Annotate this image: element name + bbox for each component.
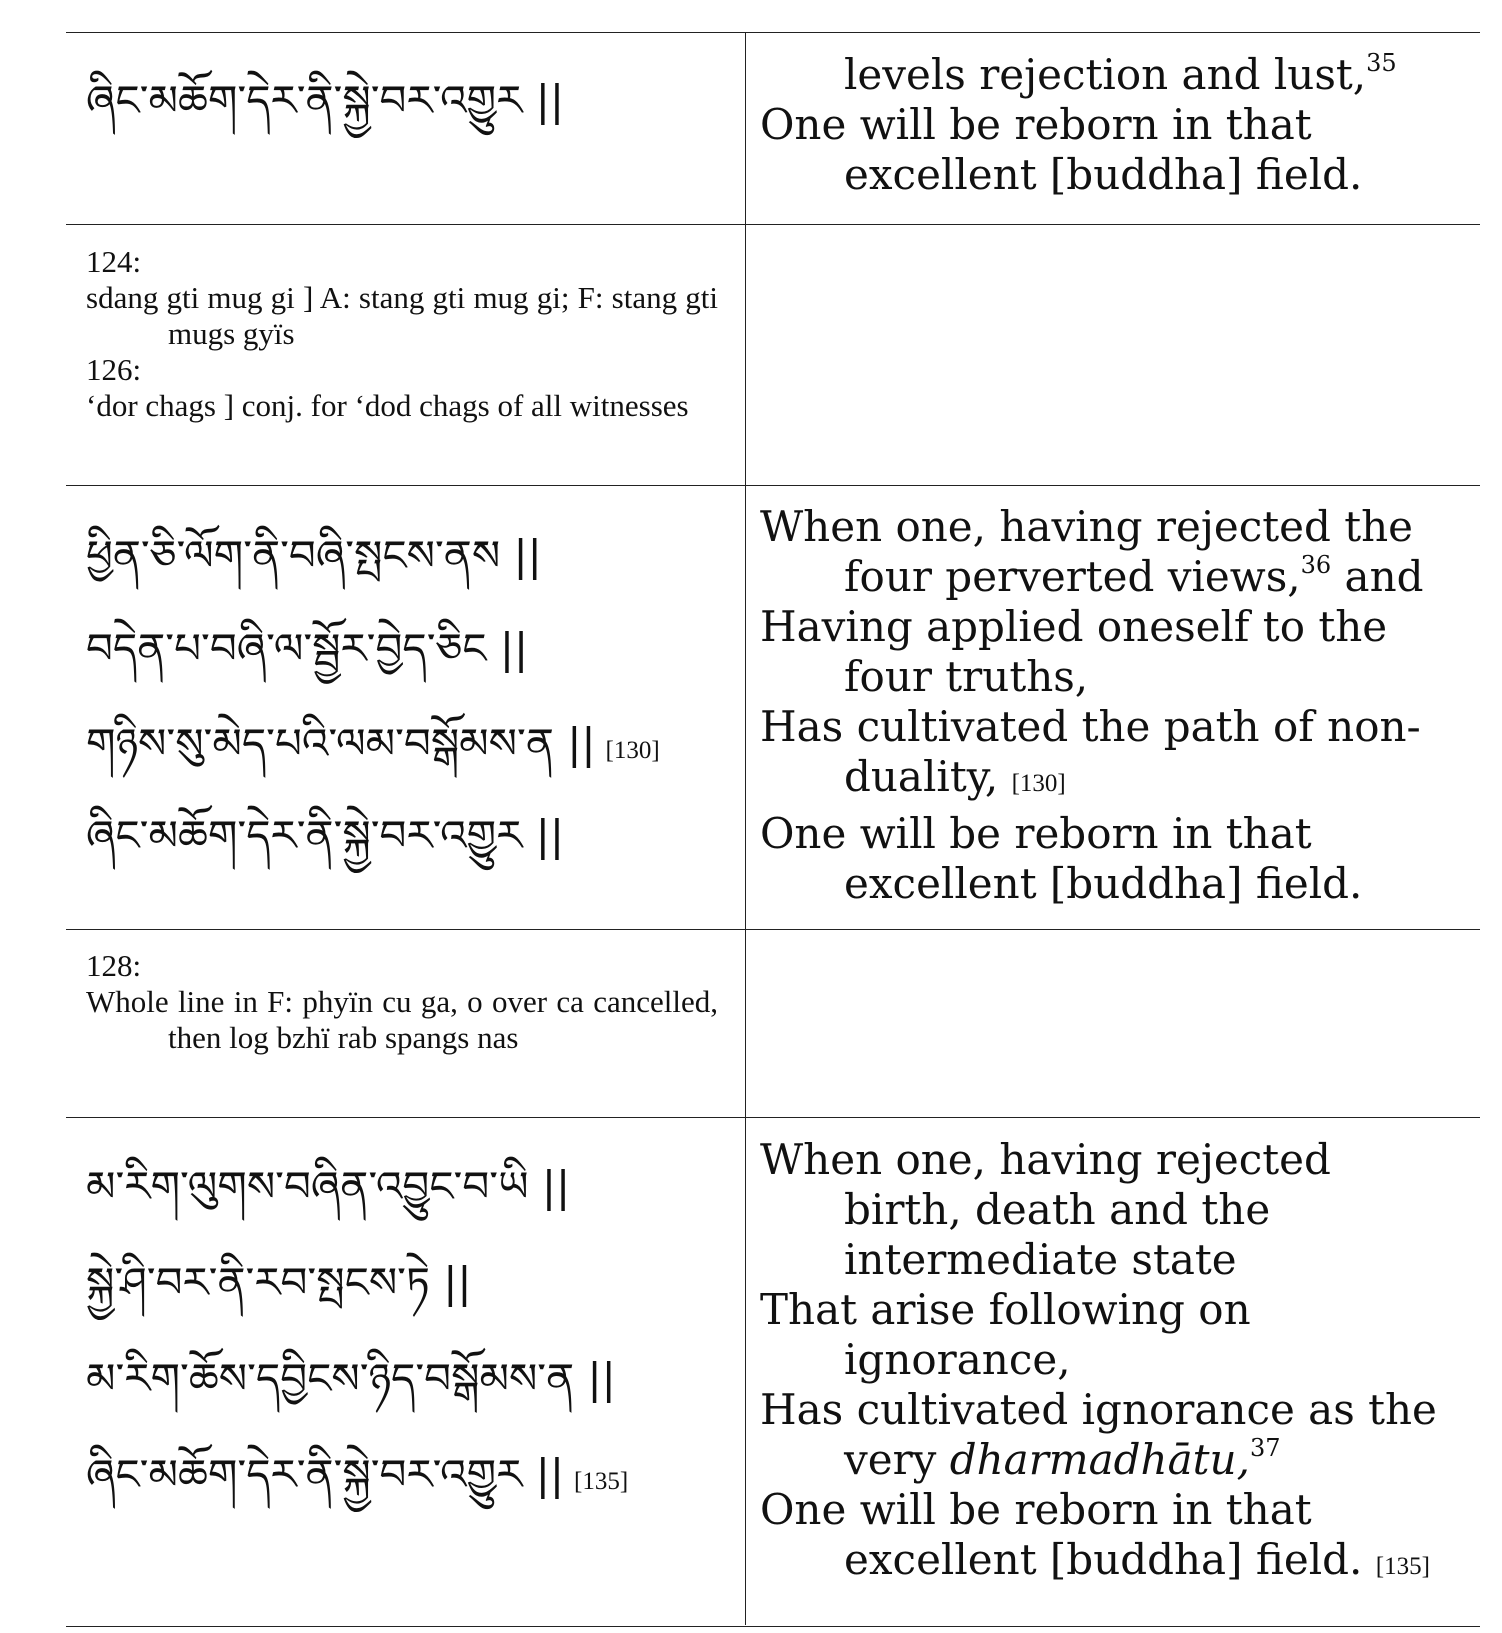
table-rule-top [66, 32, 1480, 33]
tibetan-text: ཞིང་མཆོག་དེར་ནི་སྐྱེ་བར་འགྱུར || [86, 811, 565, 860]
tibetan-text: ཞིང་མཆོག་དེར་ནི་སྐྱེ་བར་འགྱུར || [86, 1450, 565, 1499]
critical-apparatus [86, 948, 718, 1056]
tibetan-verse-line [86, 1162, 571, 1211]
translation-line: One will be reborn in that excellent [buddha] field. [760, 809, 1363, 908]
verse-line-reference: [135] [574, 1468, 629, 1495]
tibetan-verse-line [86, 1450, 629, 1499]
translation-line: Has cultivated the path of non-duality, [760, 702, 1421, 801]
translation-block [760, 50, 1470, 200]
tibetan-text: བདེན་པ་བཞི་ལ་སྦྱོར་བྱེད་ཅིང || [86, 624, 529, 673]
translation-line: and [1331, 552, 1424, 601]
note-line-number: 128: [86, 948, 142, 983]
note-line-number: 126: [86, 352, 142, 387]
table-rule-bottom [66, 1626, 1480, 1627]
variant-reading: ‘dor chags ] conj. for ‘dod chags of all witnesses [86, 388, 689, 423]
verse-line-reference: [130] [1011, 770, 1066, 797]
table-rule [66, 1117, 1480, 1118]
tibetan-verse-line [86, 76, 565, 125]
translation-block [760, 1135, 1450, 1592]
table-rule [66, 224, 1480, 225]
table-rule [66, 929, 1480, 930]
tibetan-verse-line [86, 624, 529, 673]
column-divider [745, 33, 746, 1625]
translation-line: Having applied oneself to the four truths, [760, 602, 1388, 701]
tibetan-verse-line [86, 1354, 616, 1403]
footnote-marker: 36 [1300, 551, 1332, 579]
tibetan-verse-line [86, 811, 565, 860]
translation-line: levels rejection and lust, [844, 50, 1367, 99]
translation-line: When one, having rejected birth, death and the intermediate state [760, 1135, 1331, 1284]
footnote-marker: 35 [1366, 49, 1397, 77]
tibetan-text: ཞིང་མཆོག་དེར་ནི་སྐྱེ་བར་འགྱུར || [86, 76, 565, 125]
note-line-number: 124: [86, 244, 142, 279]
tibetan-verse-line [86, 719, 660, 768]
verse-line-reference: [135] [1375, 1553, 1430, 1580]
tibetan-text: གཉིས་སུ་མེད་པའི་ལམ་བསྒོམས་ན || [86, 719, 596, 768]
translation-line: One will be reborn in that excellent [buddha] field. [760, 1485, 1363, 1584]
tibetan-text: སྐྱེ་ཤི་བར་ནི་རབ་སྤངས་ཏེ || [86, 1258, 472, 1307]
translation-block [760, 502, 1450, 909]
variant-reading: Whole line in F: phyïn cu ga, o over ca cancelled, then log bzhï rab spangs nas [86, 984, 718, 1055]
translation-line: One will be reborn in that excellent [buddha] field. [760, 100, 1363, 199]
tibetan-text: མ་རིག་ལུགས་བཞིན་འབྱུང་བ་ཡི || [86, 1162, 571, 1211]
translation-line: That arise following on ignorance, [760, 1285, 1251, 1384]
critical-apparatus [86, 244, 718, 424]
italic-term: dharmadhātu, [949, 1435, 1250, 1484]
variant-reading: sdang gti mug gi ] A: stang gti mug gi; F: stang gti mugs gyïs [86, 280, 718, 351]
table-rule [66, 485, 1480, 486]
tibetan-verse-line [86, 1258, 472, 1307]
tibetan-verse-line [86, 531, 542, 580]
translation-line: When one, having rejected the four perverted views, [760, 502, 1413, 601]
footnote-marker: 37 [1249, 1434, 1281, 1462]
verse-line-reference: [130] [605, 737, 660, 764]
tibetan-text: མ་རིག་ཆོས་དབྱིངས་ཉིད་བསྒོམས་ན || [86, 1354, 616, 1403]
translation-line: Has cultivated ignorance as the very [760, 1385, 1437, 1484]
tibetan-text: ཕྱིན་ཅི་ལོག་ནི་བཞི་སྤངས་ནས || [86, 531, 542, 580]
